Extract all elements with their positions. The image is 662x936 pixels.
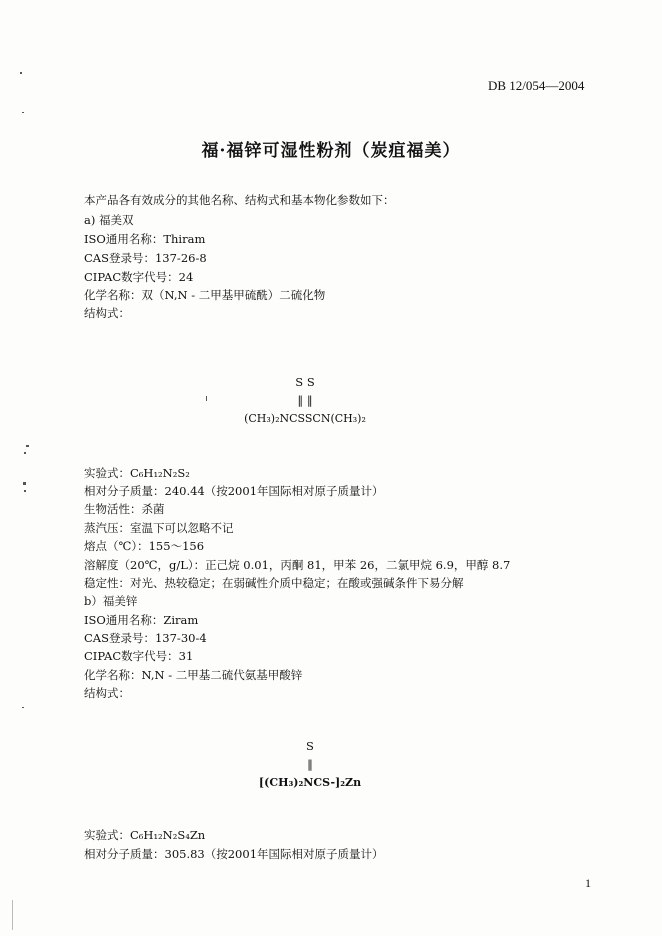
scan-speck [22, 707, 24, 708]
page-number: 1 [585, 876, 591, 890]
intro-text: 本产品各有效成分的其他名称、结构式和基本物化参数如下： [84, 193, 395, 207]
section-b-iso-name: ISO通用名称：Ziram [84, 613, 199, 627]
section-a-chem-name: 化学名称：双（N,N - 二甲基甲硫酰）二硫化物 [84, 288, 326, 302]
scan-speck [26, 445, 29, 447]
scan-speck [206, 396, 207, 401]
scan-speck [24, 452, 26, 454]
section-a-structure-label: 结构式： [84, 306, 130, 320]
section-a-bio-activity: 生物活性：杀菌 [84, 502, 165, 516]
section-b-chem-name: 化学名称：N,N - 二甲基二硫代氨基甲酸锌 [84, 668, 303, 682]
section-a-iso-name: ISO通用名称：Thiram [84, 232, 206, 246]
section-b-cas: CAS登录号：137-30-4 [84, 631, 207, 645]
section-a-melting-point: 熔点（℃）：155～156 [84, 539, 205, 553]
section-a-solubility: 溶解度（20℃，g/L）：正己烷 0.01，丙酮 81，甲苯 26，二氯甲烷 6.9，甲醇 8.7 [84, 558, 511, 572]
section-a-stability: 稳定性：对光、热较稳定；在弱碱性介质中稳定；在酸或强碱条件下易分解 [84, 576, 464, 590]
scan-speck [20, 72, 22, 74]
section-b-cipac: CIPAC数字代号：31 [84, 649, 194, 663]
section-a-structure-top: S S [295, 375, 315, 389]
section-a-cas: CAS登录号：137-26-8 [84, 251, 207, 265]
section-b-structure-bonds: ‖ [307, 757, 313, 771]
section-a-vapor-pressure: 蒸汽压：室温下可以忽略不记 [84, 521, 234, 535]
page-title: 福·福锌可湿性粉剂（炭疽福美） [201, 141, 461, 161]
scan-speck [23, 482, 26, 485]
section-a-mol-weight: 相对分子质量：240.44（按2001年国际相对原子质量计） [84, 484, 384, 498]
section-b-formula: 实验式：C₆H₁₂N₂S₄Zn [84, 828, 206, 842]
section-b-structure-label: 结构式： [84, 686, 130, 700]
section-a-cipac: CIPAC数字代号：24 [84, 270, 194, 284]
section-b-structure-top: S [306, 739, 314, 753]
scan-edge-mark [12, 900, 13, 930]
scan-speck [22, 112, 24, 113]
scan-speck [24, 490, 26, 492]
section-a-structure-bottom: (CH₃)₂NCSSCN(CH₃)₂ [244, 412, 366, 425]
section-b-heading: b）福美锌 [84, 594, 138, 608]
document-code: DB 12/054—2004 [488, 78, 585, 93]
section-a-formula: 实验式：C₆H₁₂N₂S₂ [84, 466, 190, 480]
section-b-mol-weight: 相对分子质量：305.83（按2001年国际相对原子质量计） [84, 847, 384, 861]
section-b-structure-bottom: [(CH₃)₂NCS-]₂Zn [258, 776, 362, 789]
section-a-structure-bonds: ‖ ‖ [297, 393, 313, 407]
section-a-heading: a) 福美双 [84, 213, 134, 227]
